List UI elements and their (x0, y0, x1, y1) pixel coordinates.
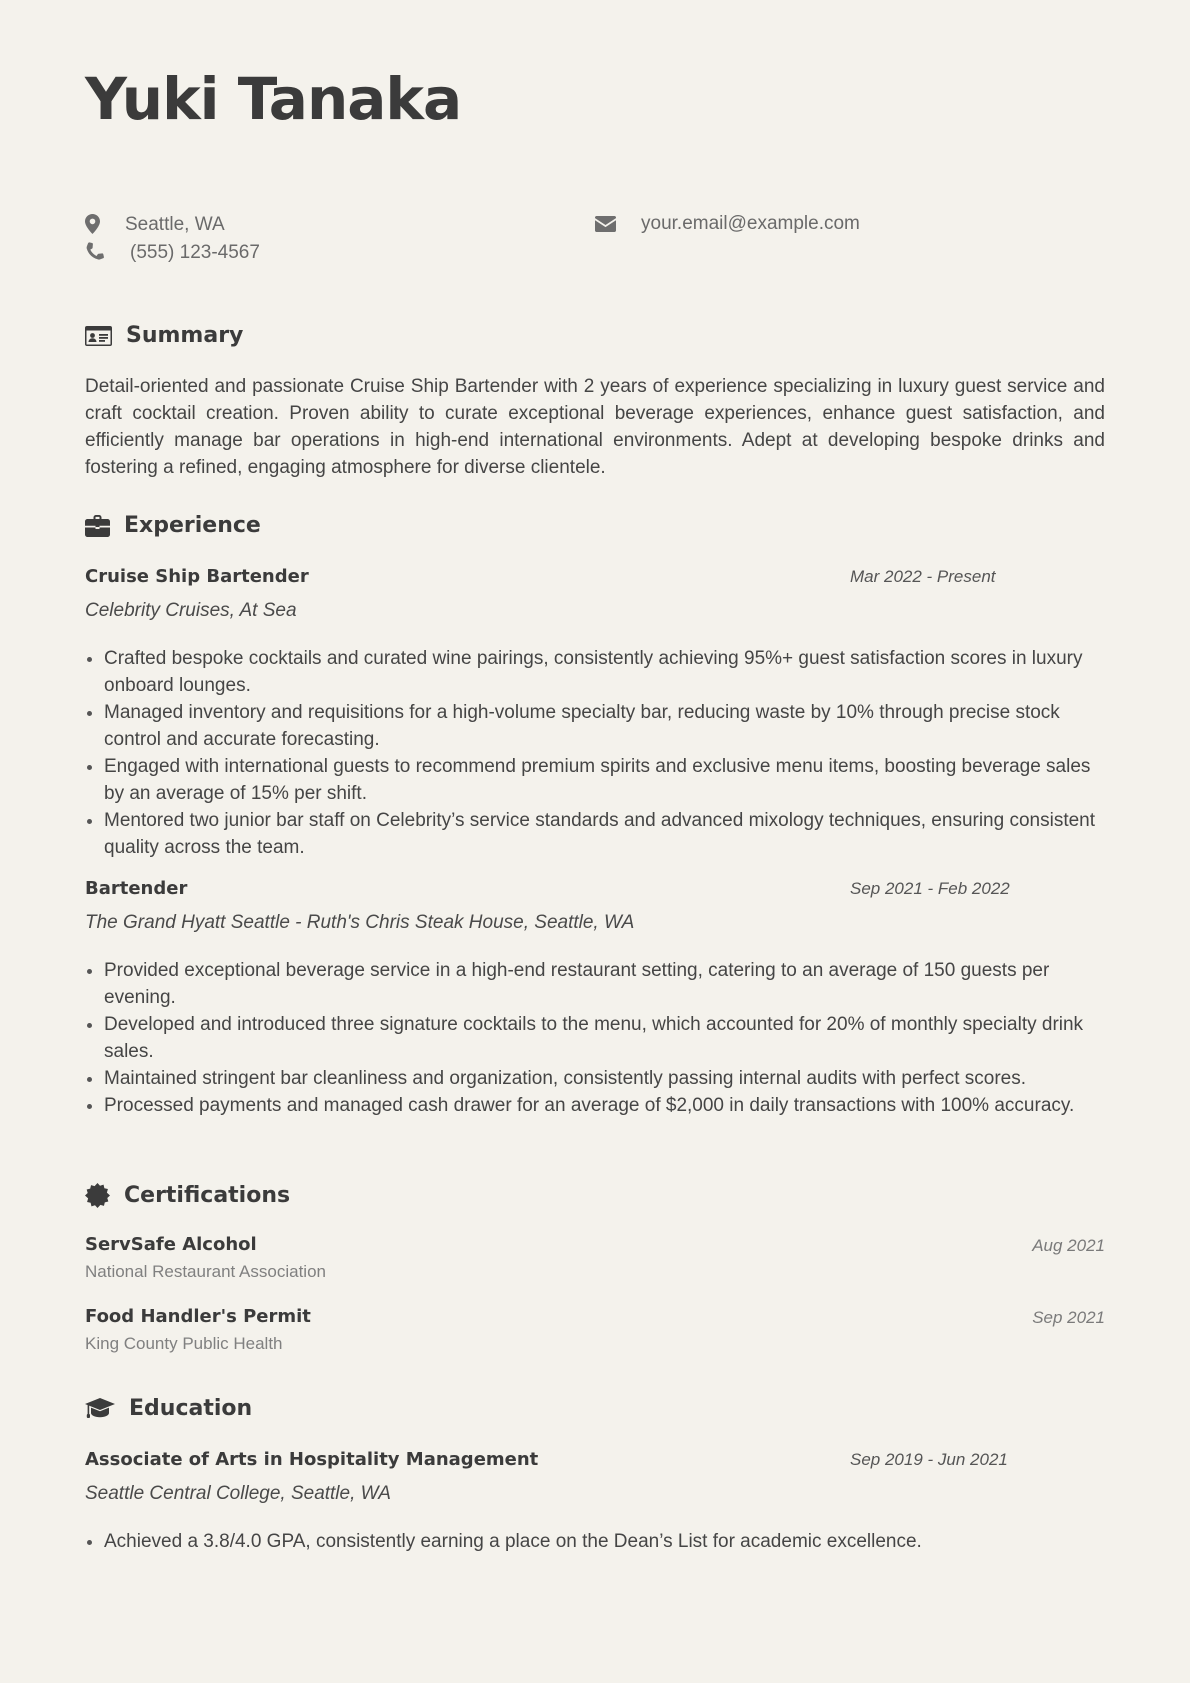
certifications-heading (85, 1183, 290, 1208)
list-item: Mentored two junior bar staff on Celebrity’s service standards and advanced mixology techniques, ensuring consistent quality across the team. (85, 807, 1105, 861)
badge-icon (85, 1183, 110, 1208)
list-item: Crafted bespoke cocktails and curated wine pairings, consistently achieving 95%+ guest satisfaction scores in luxury onboard lounges. (85, 645, 1105, 699)
list-item: Engaged with international guests to recommend premium spirits and exclusive menu items, boosting beverage sales by an average of 15% per shift. (85, 753, 1105, 807)
list-item: Developed and introduced three signature cocktails to the menu, which accounted for 20% of monthly specialty drink sales. (85, 1011, 1105, 1065)
job-date: Sep 2021 - Feb 2022 (850, 879, 1010, 898)
job-date: Mar 2022 - Present (850, 567, 996, 586)
summary-heading-text: Summary (126, 323, 244, 348)
graduation-cap-icon (85, 1398, 115, 1420)
cert-name: Food Handler's Permit (85, 1306, 311, 1327)
summary-heading (85, 325, 243, 347)
cert-issuer: King County Public Health (85, 1334, 283, 1353)
cert-name: ServSafe Alcohol (85, 1234, 257, 1255)
experience-heading (85, 515, 261, 537)
experience-heading-text: Experience (124, 513, 261, 538)
education-heading-text: Education (129, 1396, 253, 1421)
briefcase-icon (85, 515, 110, 537)
candidate-name: Yuki Tanaka (85, 65, 462, 133)
list-item: Managed inventory and requisitions for a high-volume specialty bar, reducing waste by 10% through precise stock control and accurate forecasting. (85, 699, 1105, 753)
contact-email (595, 214, 860, 233)
school-name: Seattle Central College, Seattle, WA (85, 1483, 391, 1504)
cert-date: Aug 2021 (1032, 1236, 1105, 1255)
education-bullets (85, 1528, 1105, 1555)
summary-text: Detail-oriented and passionate Cruise Ship Bartender with 2 years of experience specializing in luxury guest service and craft cocktail creation. Proven ability to curate exceptional beverage experiences, enhance guest satisfaction, and efficiently manage bar operations in high-end international environments. Adept at developing bespoke drinks and fostering a refined, engaging atmosphere for diverse clientele. (85, 376, 1105, 478)
education-heading (85, 1398, 252, 1420)
envelope-icon (595, 216, 616, 232)
cert-date: Sep 2021 (1032, 1308, 1105, 1327)
job-title: Cruise Ship Bartender (85, 566, 309, 587)
id-card-icon (85, 326, 112, 346)
phone-icon (85, 242, 105, 262)
degree-title: Associate of Arts in Hospitality Management (85, 1449, 539, 1470)
job-bullets (85, 957, 1105, 1119)
job-title: Bartender (85, 878, 188, 899)
email-link[interactable]: your.email@example.com (641, 213, 860, 234)
list-item: Maintained stringent bar cleanliness and organization, consistently passing internal audits with perfect scores. (85, 1065, 1105, 1092)
map-marker-icon (85, 214, 100, 234)
list-item: Achieved a 3.8/4.0 GPA, consistently earning a place on the Dean’s List for academic excellence. (85, 1528, 1105, 1555)
job-bullets (85, 645, 1105, 861)
phone-text: (555) 123-4567 (130, 241, 260, 263)
list-item: Processed payments and managed cash drawer for an average of $2,000 in daily transactions with 100% accuracy. (85, 1092, 1105, 1119)
contact-location (85, 214, 225, 234)
cert-issuer: National Restaurant Association (85, 1262, 326, 1281)
job-company: The Grand Hyatt Seattle - Ruth's Chris Steak House, Seattle, WA (85, 912, 635, 933)
job-company: Celebrity Cruises, At Sea (85, 600, 297, 621)
certifications-heading-text: Certifications (124, 1182, 291, 1208)
contact-phone (85, 242, 260, 262)
location-text: Seattle, WA (125, 213, 225, 235)
list-item: Provided exceptional beverage service in a high-end restaurant setting, catering to an average of 150 guests per evening. (85, 957, 1105, 1011)
degree-date: Sep 2019 - Jun 2021 (850, 1450, 1008, 1469)
